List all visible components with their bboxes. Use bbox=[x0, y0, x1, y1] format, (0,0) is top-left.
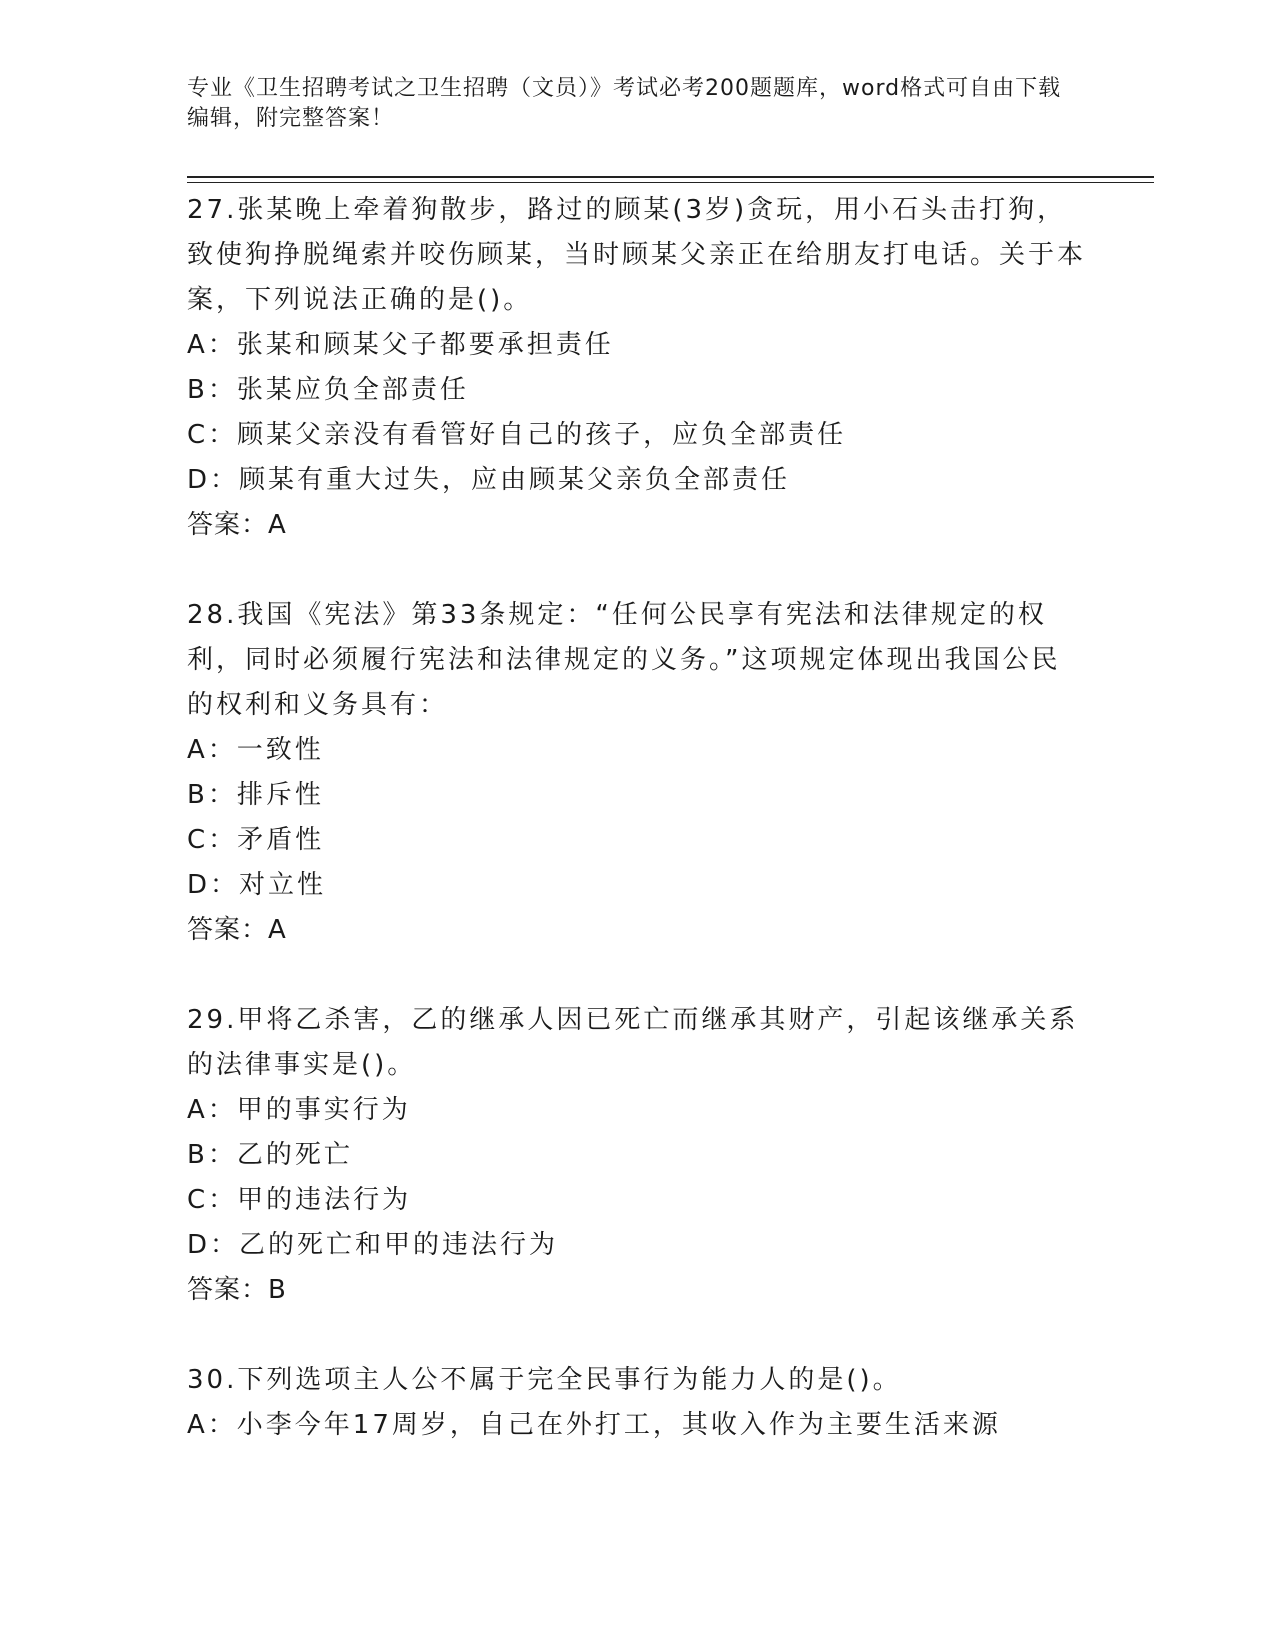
option-d: D：顾某有重大过失，应由顾某父亲负全部责任 bbox=[187, 465, 791, 495]
question-29 bbox=[187, 998, 1087, 1313]
question-list bbox=[187, 188, 1087, 1493]
header-rule-thin bbox=[187, 182, 1154, 183]
question-stem: 29.甲将乙杀害，乙的继承人因已死亡而继承其财产，引起该继承关系的法律事实是()。 bbox=[187, 1005, 1079, 1080]
option-d: D：对立性 bbox=[187, 870, 327, 900]
question-27 bbox=[187, 188, 1087, 548]
answer-line: 答案：B bbox=[187, 1275, 287, 1305]
option-b: B：乙的死亡 bbox=[187, 1140, 353, 1170]
option-d: D：乙的死亡和甲的违法行为 bbox=[187, 1230, 559, 1260]
option-c: C：矛盾性 bbox=[187, 825, 325, 855]
option-a: A：甲的事实行为 bbox=[187, 1095, 411, 1125]
question-stem: 28.我国《宪法》第33条规定：“任何公民享有宪法和法律规定的权利，同时必须履行宪法和法律规定的义务。”这项规定体现出我国公民的权利和义务具有： bbox=[187, 600, 1061, 720]
document-header: 专业《卫生招聘考试之卫生招聘（文员）》考试必考200题题库，word格式可自由下载编辑，附完整答案！ bbox=[187, 76, 1062, 131]
question-28 bbox=[187, 593, 1087, 953]
question-30 bbox=[187, 1358, 1087, 1448]
question-stem: 27.张某晚上牵着狗散步，路过的顾某(3岁)贪玩，用小石头击打狗，致使狗挣脱绳索并咬伤顾某，当时顾某父亲正在给朋友打电话。关于本案，下列说法正确的是()。 bbox=[187, 195, 1087, 315]
header-rule-thick bbox=[187, 176, 1154, 178]
option-c: C：甲的违法行为 bbox=[187, 1185, 412, 1215]
answer-line: 答案：A bbox=[187, 510, 287, 540]
option-b: B：排斥性 bbox=[187, 780, 324, 810]
option-a: A：小李今年17周岁，自己在外打工，其收入作为主要生活来源 bbox=[187, 1410, 1001, 1440]
option-c: C：顾某父亲没有看管好自己的孩子，应负全部责任 bbox=[187, 420, 847, 450]
option-b: B：张某应负全部责任 bbox=[187, 375, 469, 405]
option-a: A：张某和顾某父子都要承担责任 bbox=[187, 330, 614, 360]
option-a: A：一致性 bbox=[187, 735, 324, 765]
question-stem: 30.下列选项主人公不属于完全民事行为能力人的是()。 bbox=[187, 1365, 902, 1395]
answer-line: 答案：A bbox=[187, 915, 287, 945]
